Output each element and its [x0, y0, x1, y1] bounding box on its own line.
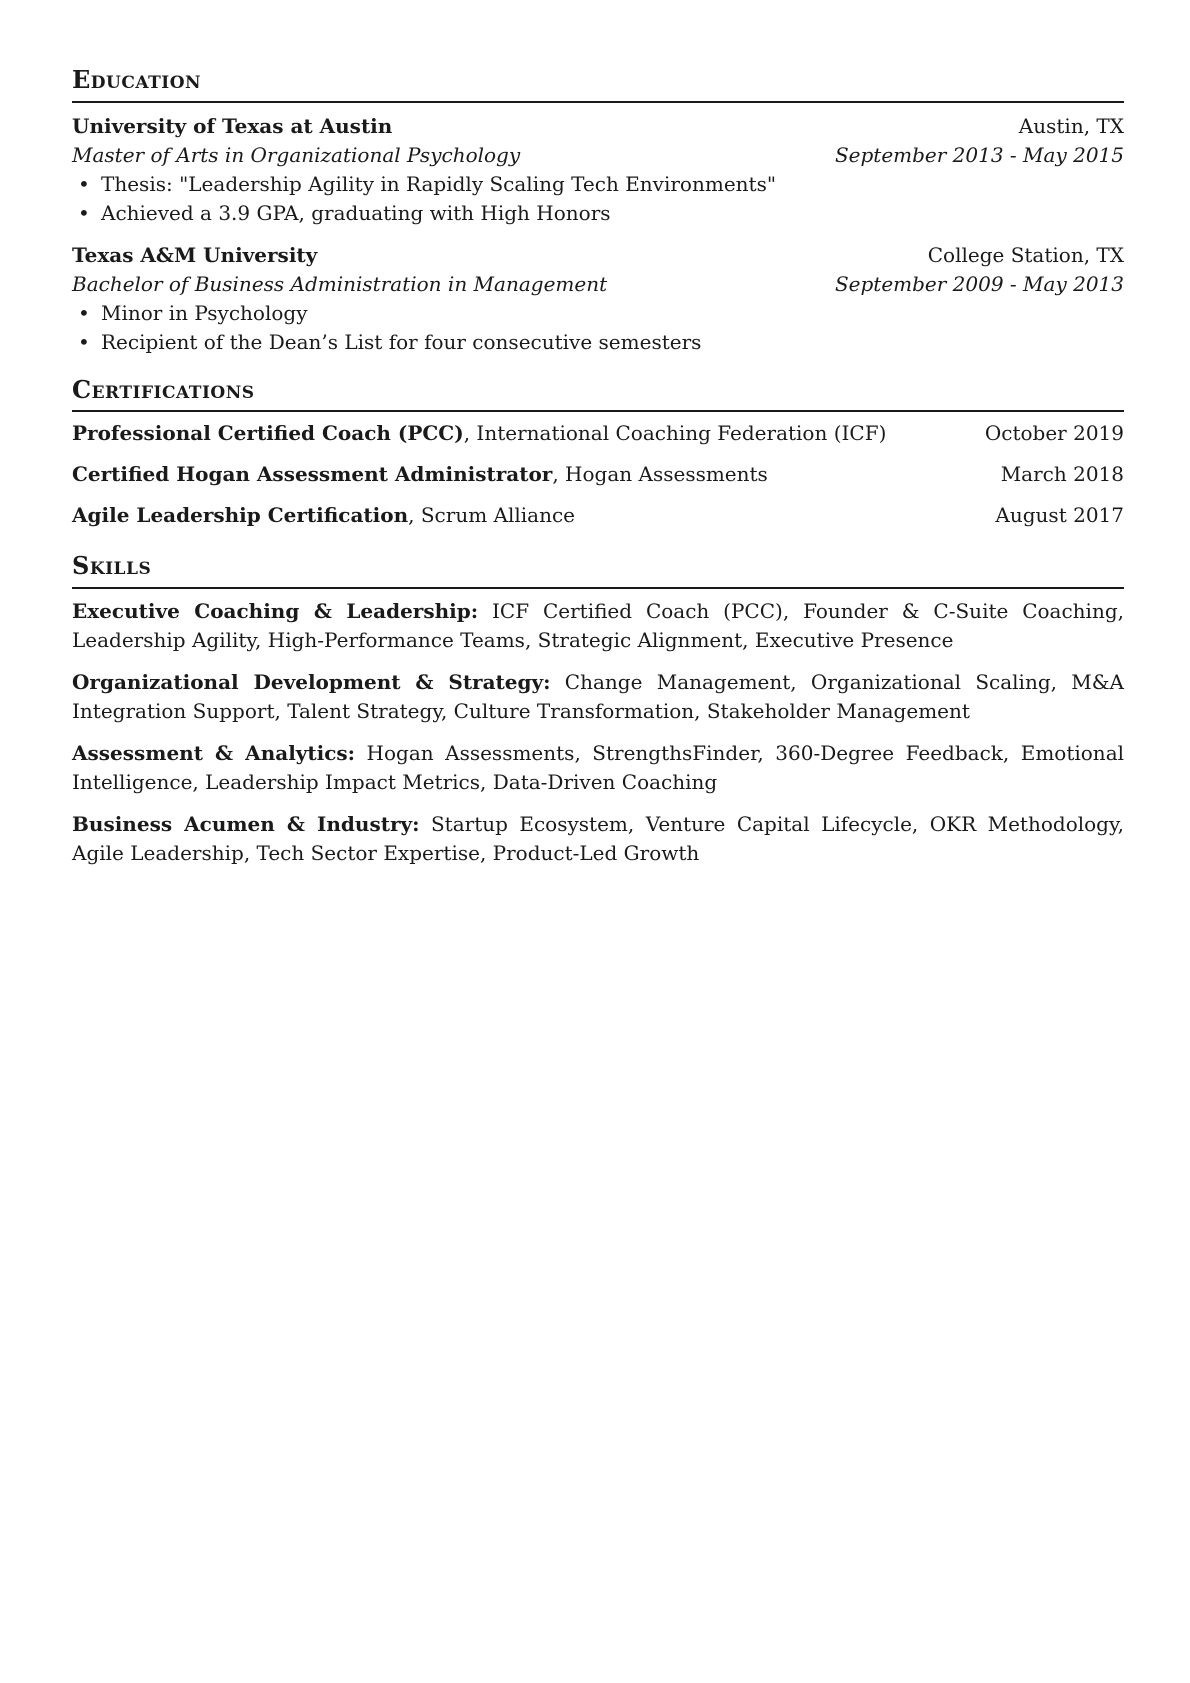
certification-issuer: , Hogan Assessments: [552, 462, 768, 486]
bullet-icon: •: [78, 301, 90, 325]
bullet-text: Recipient of the Dean’s List for four consecutive semesters: [101, 330, 702, 354]
certifications-heading: Certifications: [72, 375, 255, 404]
certification-date: March 2018: [1000, 462, 1124, 486]
skill-group-text: Hogan Assessments, StrengthsFinder, 360-Degree Feedback, Emotional Intelligence, Leadership Impact Metrics, Data-Driven Coaching: [72, 741, 1125, 794]
bullet-icon: •: [78, 172, 90, 196]
bullet-text: Thesis: "Leadership Agility in Rapidly Scaling Tech Environments": [101, 172, 777, 196]
school-location: College Station, TX: [927, 243, 1124, 267]
bullet-icon: •: [78, 201, 90, 225]
skill-group-text: Startup Ecosystem, Venture Capital Lifecycle, OKR Methodology, Agile Leadership, Tech Sector Expertise, Product-Led Growth: [72, 812, 1124, 865]
certification-issuer: , Scrum Alliance: [408, 503, 575, 527]
skill-group-label: Organizational Development & Strategy:: [72, 670, 551, 694]
skill-group-text: ICF Certified Coach (PCC), Founder & C-Suite Coaching, Leadership Agility, High-Performance Teams, Strategic Alignment, Executive Presence: [72, 599, 1124, 652]
degree-dates: September 2013 - May 2015: [834, 143, 1124, 167]
skill-group-label: Business Acumen & Industry:: [72, 812, 420, 836]
skills-rule: [72, 587, 1124, 589]
bullet-text: Minor in Psychology: [101, 301, 308, 325]
skill-group-text: Change Management, Organizational Scaling, M&A Integration Support, Talent Strategy, Culture Transformation, Stakeholder Management: [72, 670, 1124, 723]
degree-name: Bachelor of Business Administration in Management: [72, 272, 608, 296]
education-rule: [72, 101, 1124, 103]
bullet-text: Achieved a 3.9 GPA, graduating with High Honors: [101, 201, 611, 225]
skill-group: [72, 597, 1124, 655]
certification-date: August 2017: [995, 503, 1124, 527]
certification-issuer: , International Coaching Federation (ICF): [463, 421, 887, 445]
degree-name: Master of Arts in Organizational Psychology: [72, 143, 521, 167]
skill-group: [72, 810, 1124, 868]
certification-name: Agile Leadership Certification: [72, 503, 409, 527]
skills-heading: Skills: [72, 551, 152, 580]
education-heading: Education: [72, 65, 202, 94]
degree-dates: September 2009 - May 2013: [834, 272, 1124, 296]
certification-name: Professional Certified Coach (PCC): [72, 421, 464, 445]
certification-date: October 2019: [984, 421, 1124, 445]
skill-group-label: Executive Coaching & Leadership:: [72, 599, 479, 623]
certifications-rule: [72, 410, 1124, 412]
skill-group: [72, 739, 1124, 797]
bullet-icon: •: [78, 330, 90, 354]
school-name: University of Texas at Austin: [72, 114, 393, 138]
school-name: Texas A&M University: [72, 243, 318, 267]
skill-group-label: Assessment & Analytics:: [72, 741, 356, 765]
certification-name: Certified Hogan Assessment Administrator: [72, 462, 553, 486]
school-location: Austin, TX: [1018, 114, 1124, 138]
skill-group: [72, 668, 1124, 726]
